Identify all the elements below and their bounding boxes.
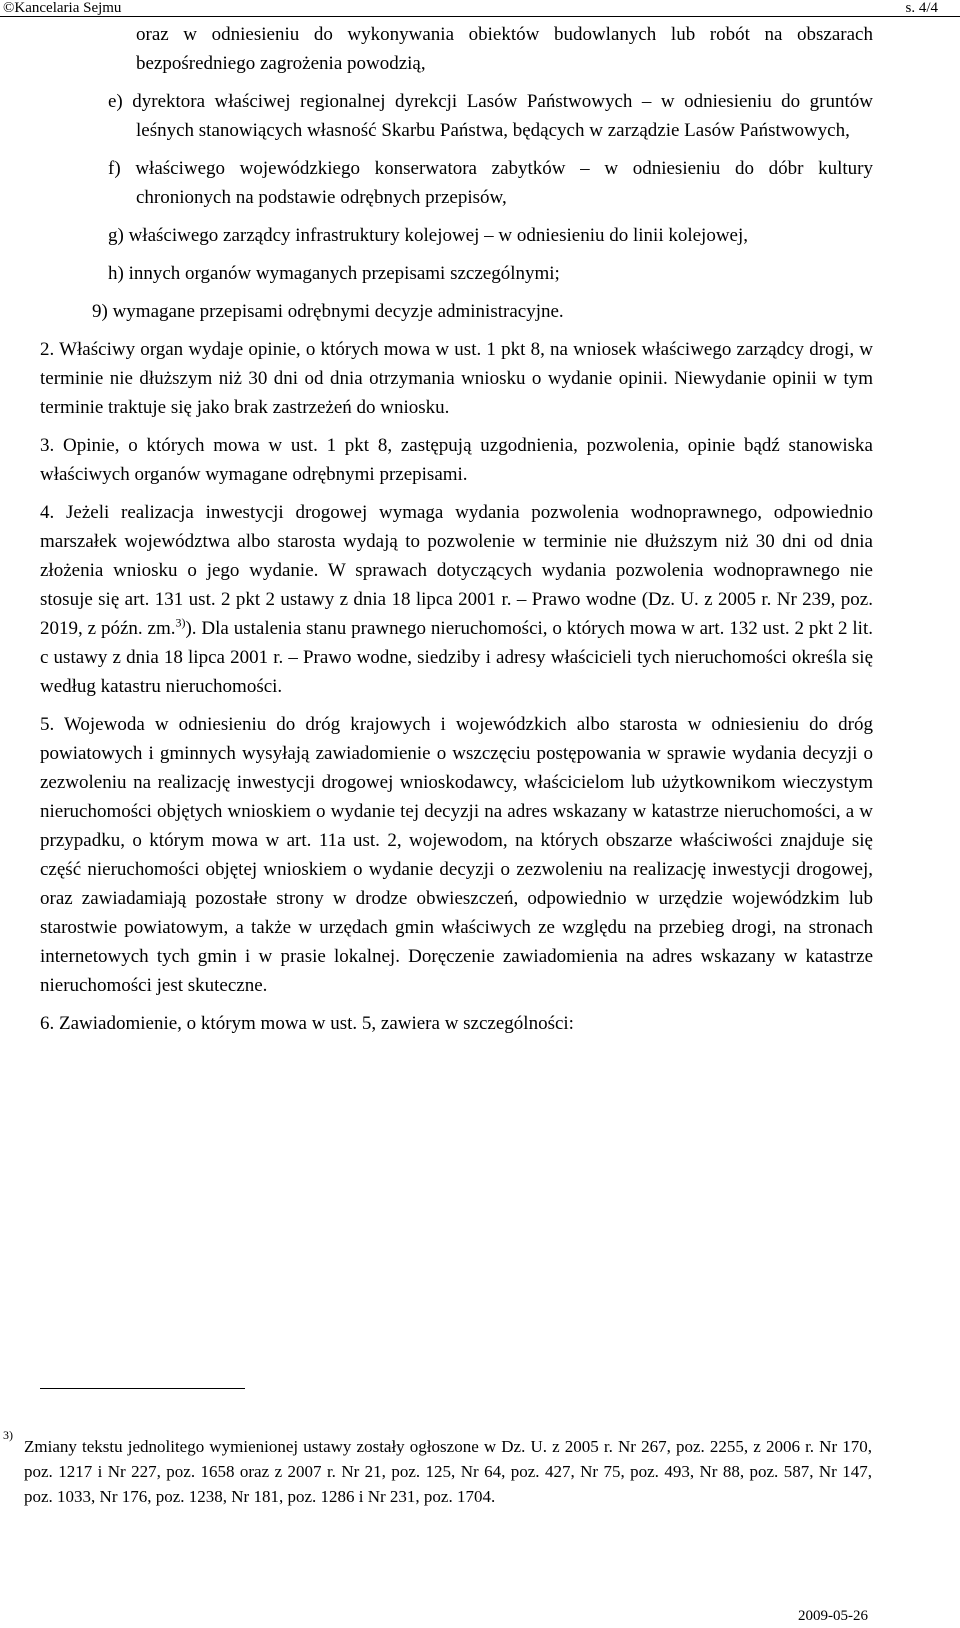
paragraph-5: 5. Wojewoda w odniesieniu do dróg krajowych i wojewódzkich albo starosta w odniesieniu do dróg powiatowych i gminnych wysyłają zawiadomienie o wszczęciu postępowania w sprawie wydania decyzji o zezwoleniu na realizację inwestycji drogowej wnioskodawcy, właścicielom lub użytkownikom wieczystym nieruchomości objętych wnioskiem o wydanie tej decyzji na adres wskazany w katastrze nieruchomości, a w przypadku, o którym mowa w art. 11a ust. 2, wojewodom, na których obszarze właściwości znajduje się część nieruchomości objętej wnioskiem o wydanie decyzji o zezwoleniu na realizację inwestycji drogowej, oraz zawiadamiają pozostałe strony w drodze obwieszczeń, odpowiednio w urzędzie wojewódzkim lub starostwie powiatowym, a także w urzędach gmin właściwych ze względu na przebieg drogi, na stronach internetowych tych gmin i w prasie lokalnej. Doręczenie zawiadomienia na adres wskazany w katastrze nieruchomości jest skuteczne. [40, 714, 873, 996]
paragraph-3: 3. Opinie, o których mowa w ust. 1 pkt 8, zastępują uzgodnienia, pozwolenia, opinie bądź stanowiska właściwych organów wymagane odrębnymi przepisami. [40, 435, 873, 485]
paragraph-4 [0, 498, 960, 701]
header-source: ©Kancelaria Sejmu [3, 0, 122, 16]
list-item-h: h) innych organów wymaganych przepisami szczególnymi; [108, 263, 560, 284]
continuation-text: oraz w odniesieniu do wykonywania obiektów budowlanych lub robót na obszarach bezpośredniego zagrożenia powodzią, [136, 24, 873, 74]
list-item-e: e) dyrektora właściwej regionalnej dyrekcji Lasów Państwowych – w odniesieniu do gruntów leśnych stanowiących własność Skarbu Państwa, będących w zarządzie Lasów Państwowych, [108, 91, 873, 141]
paragraph-4-after: ). Dla ustalenia stanu prawnego nieruchomości, o których mowa w art. 132 ust. 2 pkt 2 lit. c ustawy z dnia 18 lipca 2001 r. – Prawo wodne, siedziby i adresy właścicieli tych nieruchomości określa się według katastru nieruchomości. [40, 618, 873, 697]
point-9: 9) wymagane przepisami odrębnymi decyzje administracyjne. [92, 301, 564, 322]
paragraph-2: 2. Właściwy organ wydaje opinie, o których mowa w ust. 1 pkt 8, na wniosek właściwego zarządcy drogi, w terminie nie dłuższym niż 30 dni od dnia otrzymania wniosku o wydanie opinii. Niewydanie opinii w tym terminie traktuje się jako brak zastrzeżeń do wniosku. [40, 339, 873, 418]
footnote-ref[interactable]: 3) [175, 615, 186, 630]
document-body [0, 20, 960, 1047]
footnote-text: Zmiany tekstu jednolitego wymienionej ustawy zostały ogłoszone w Dz. U. z 2005 r. Nr 267, poz. 2255, z 2006 r. Nr 170, poz. 1217 i Nr 227, poz. 1658 oraz z 2007 r. Nr 21, poz. 125, Nr 64, poz. 427, Nr 75, poz. 493, Nr 88, poz. 587, Nr 147, poz. 1033, Nr 176, poz. 1238, Nr 181, poz. 1286 i Nr 231, poz. 1704. [24, 1437, 872, 1506]
footnote [0, 1428, 960, 1509]
footnote-divider [40, 1388, 245, 1389]
paragraph-6: 6. Zawiadomienie, o którym mowa w ust. 5, zawiera w szczególności: [40, 1013, 574, 1034]
list-item-g: g) właściwego zarządcy infrastruktury kolejowej – w odniesieniu do linii kolejowej, [108, 225, 749, 246]
paragraph-4-before: 4. Jeżeli realizacja inwestycji drogowej wymaga wydania pozwolenia wodnoprawnego, odpowiednio marszałek województwa albo starosta wydają to pozwolenie w terminie nie dłuższym niż 30 dni od dnia złożenia wniosku o jego wydanie. W sprawach dotyczących wydania pozwolenia wodnoprawnego nie stosuje się art. 131 ust. 2 pkt 2 ustawy z dnia 18 lipca 2001 r. – Prawo wodne (Dz. U. z 2005 r. Nr 239, poz. 2019, z późn. zm. [40, 502, 873, 639]
page-number: s. 4/4 [905, 0, 938, 16]
header-divider [0, 16, 960, 17]
footnote-mark: 3) [3, 1428, 13, 1442]
footer-date: 2009-05-26 [798, 1608, 868, 1624]
list-item-f: f) właściwego wojewódzkiego konserwatora zabytków – w odniesieniu do dóbr kultury chronionych na podstawie odrębnych przepisów, [108, 158, 873, 208]
